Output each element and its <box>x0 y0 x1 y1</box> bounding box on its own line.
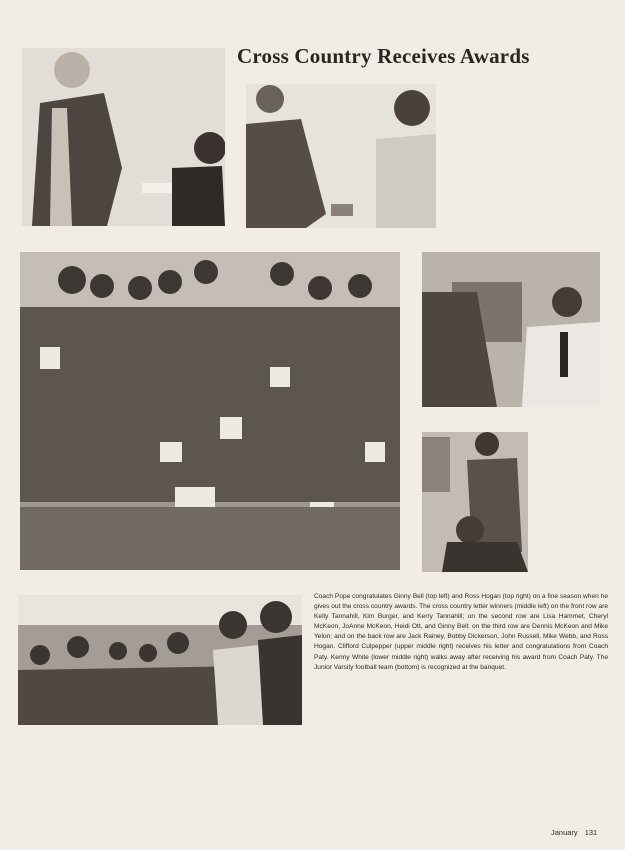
photo-upper-middle-right <box>422 252 600 407</box>
folio-page-number: 131 <box>584 828 598 837</box>
photo-team-group <box>20 252 400 570</box>
page-folio <box>551 828 597 837</box>
photo-top-right <box>246 84 436 228</box>
photo-lower-middle-right <box>422 432 528 572</box>
photo-top-left <box>22 48 225 226</box>
photo-bottom-jv-team <box>18 595 302 725</box>
page-title: Cross Country Receives Awards <box>237 44 530 68</box>
caption-text: Coach Pope congratulates Ginny Bell (top left) and Ross Hogan (top right) on a fine season when he gives out the cross country awards. The cross country letter winners (middle left) on the front row are Kelly Tannahill, Kim Burger, and Kerry Tannahill; on the second row are Lisa Hammet, Cheryl McKeon, JoAnne McKeon, Heidi Ott, and Ginny Bell; on the third row are Dennis McKeon and Mike Yelon; and on the back row are Jack Rainey, Bobby Dickerson, John Russell, Mike Webb, and Ross Hogan. Clifford Culpepper (upper middle right) receives his letter and congratulations from Coach Paty. Kenny White (lower middle right) walks away after receiving his award from Coach Paty. The Junior Varsity football team (bottom) is recognized at the banquet. <box>314 593 608 671</box>
folio-month: January <box>551 828 578 837</box>
